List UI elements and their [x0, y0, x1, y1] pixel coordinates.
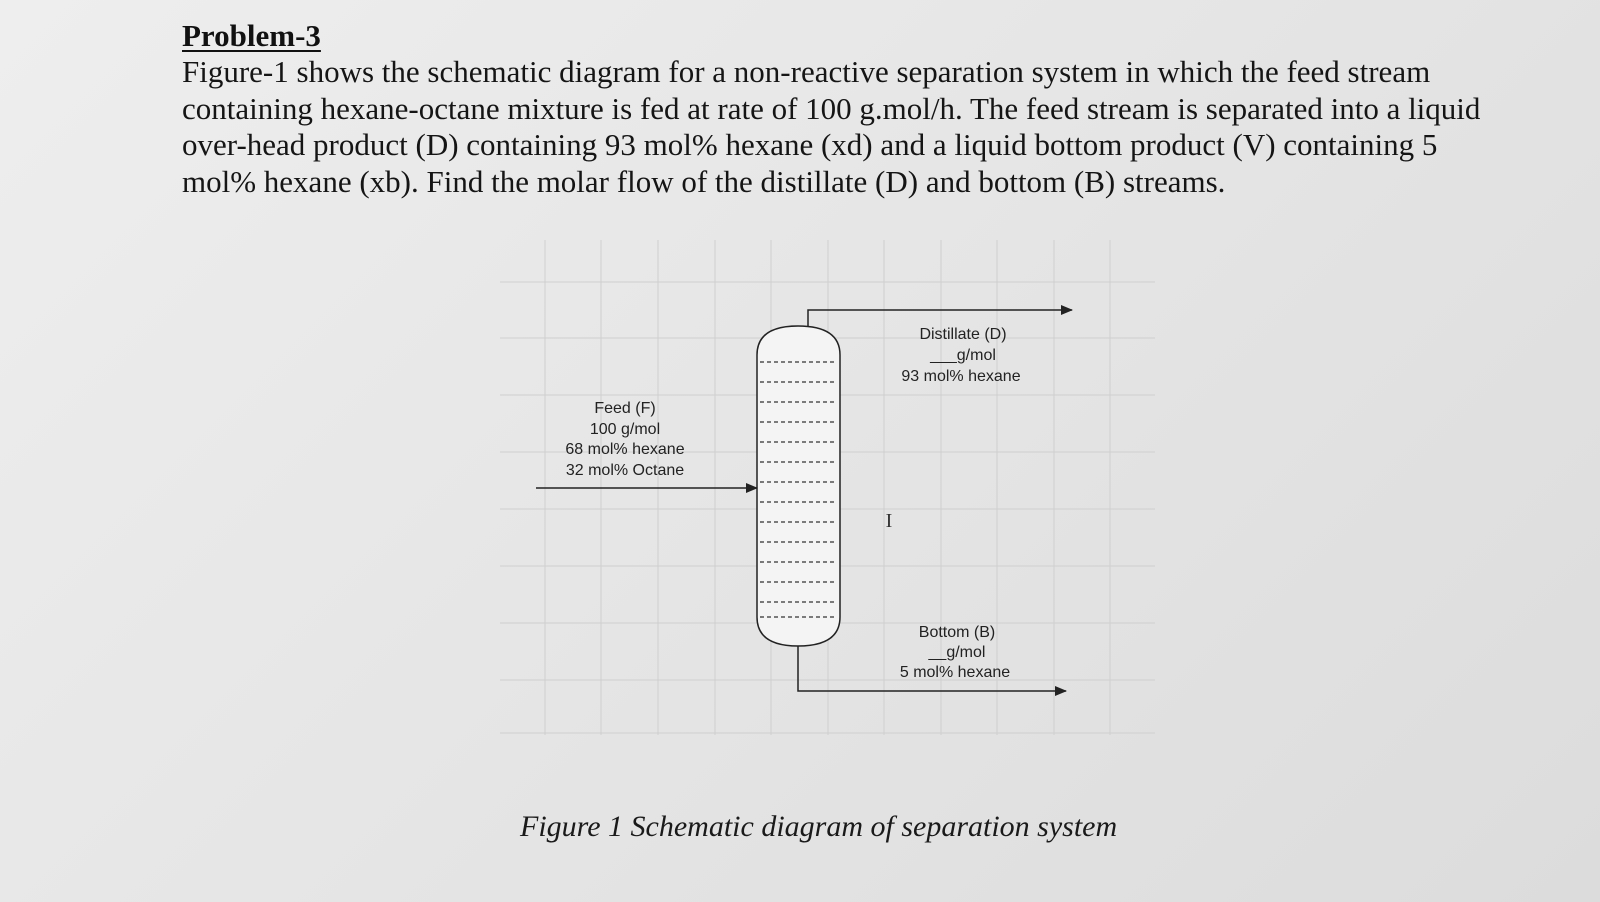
- feed-octane: 32 mol% Octane: [565, 462, 685, 479]
- bottom-rate: __g/mol: [928, 644, 986, 661]
- distillate-name: Distillate (D): [919, 326, 1007, 343]
- distillate-arrow: [808, 310, 1072, 326]
- bottom-name: Bottom (B): [918, 624, 996, 641]
- distillation-column: [757, 326, 840, 646]
- feed-hexane: 68 mol% hexane: [565, 441, 685, 458]
- distillate-hexane: 93 mol% hexane: [901, 368, 1021, 385]
- problem-line-2: containing hexane-octane mixture is fed at rate of 100 g.mol/h. The feed stream is separated into a liquid: [182, 90, 1481, 126]
- feed-name: Feed (F): [594, 400, 656, 417]
- problem-title: Problem-3: [182, 18, 321, 53]
- bottom-hexane: 5 mol% hexane: [899, 664, 1011, 681]
- text-cursor-icon: I: [885, 510, 893, 532]
- problem-line-3: over-head product (D) containing 93 mol% hexane (xd) and a liquid bottom product (V) containing 5: [182, 127, 1438, 162]
- distillate-rate: ___g/mol: [930, 347, 996, 364]
- feed-rate: 100 g/mol: [589, 421, 661, 438]
- problem-line-1: Figure-1 shows the schematic diagram for a non-reactive separation system in which the feed stream: [182, 54, 1431, 89]
- figure-caption: Figure 1 Schematic diagram of separation system: [520, 810, 1118, 843]
- problem-line-4: mol% hexane (xb). Find the molar flow of the distillate (D) and bottom (B) streams.: [182, 163, 1226, 199]
